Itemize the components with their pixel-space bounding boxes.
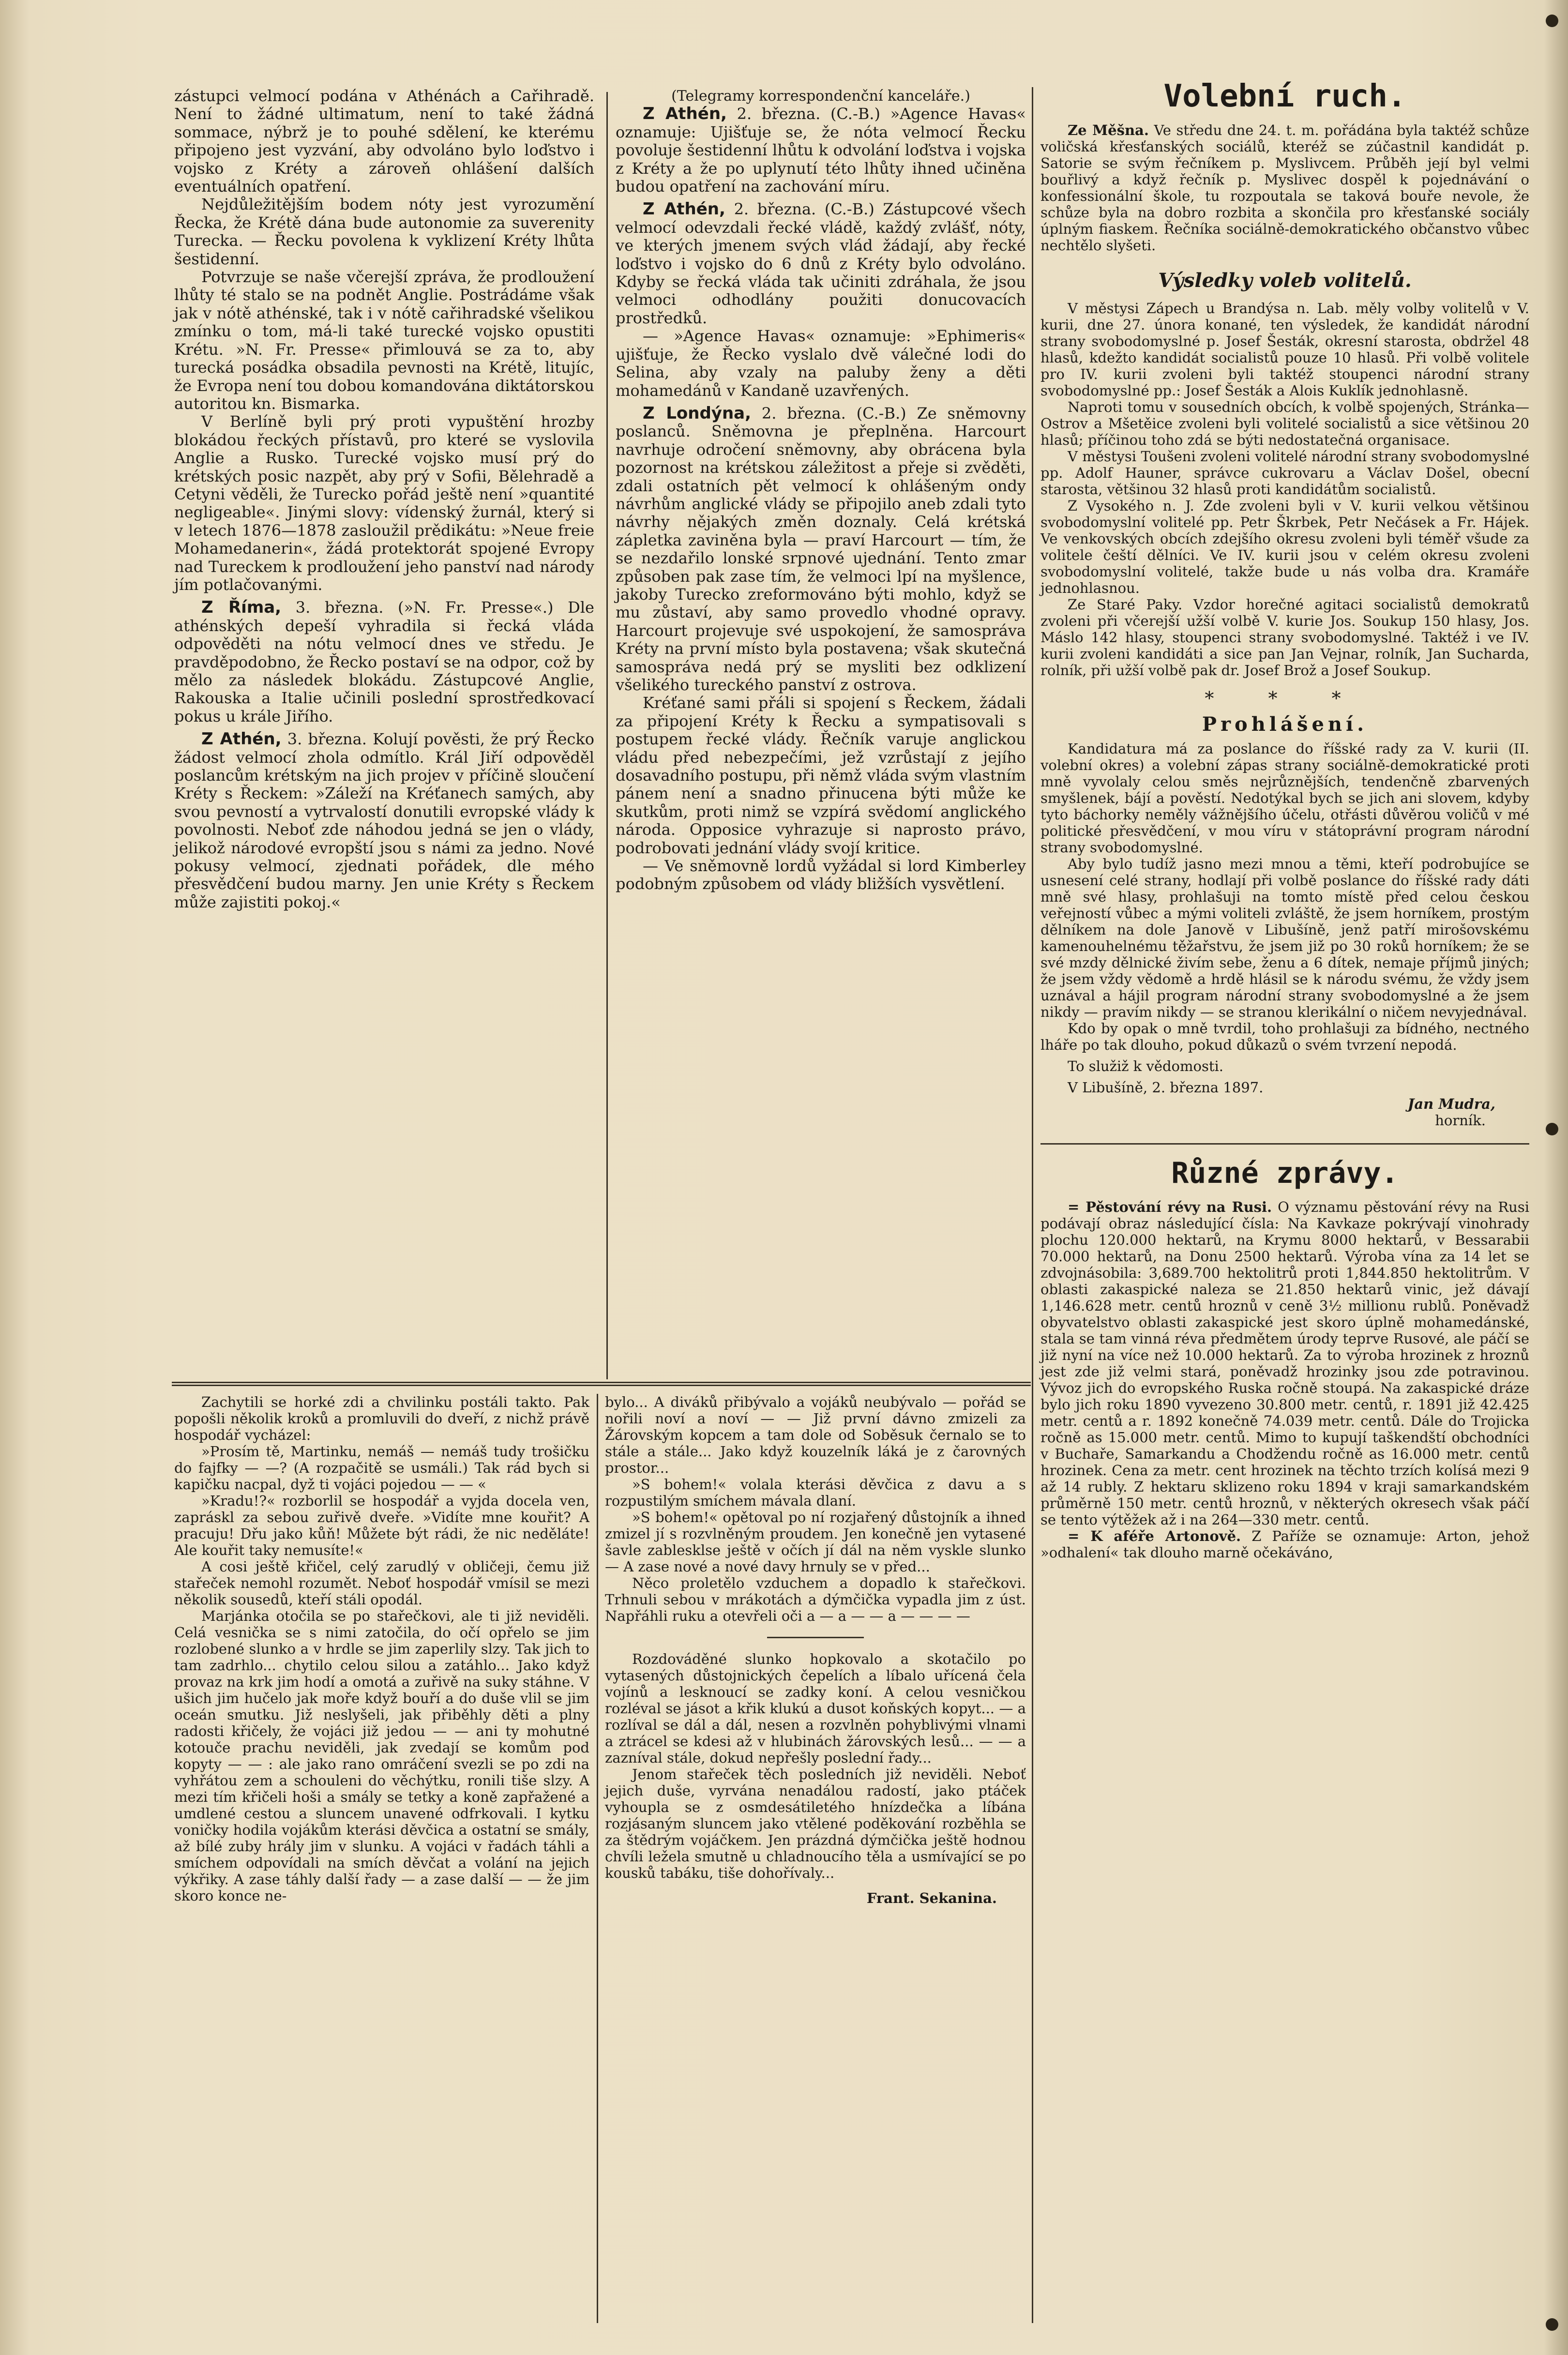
feuilleton-author: Frant. Sekanina. [866,1890,997,1906]
article-paragraph: V Berlíně byli prý proti vypuštění hrozby blokádou řeckých přístavů, pro které se vyslovila Anglie a Rusko. Turecké vojsko musí prý do krétských posic nazpět, aby prý v Sofii, Bělehradě a Cetyni věděli, že Turecko pořád ještě není »quantité negligeable«. Jinými slovy: vídenský žurnál, který si v letech 1876—1878 zasloužil prědikátu: »Neue freie Mohamedanerin«, žádá protektorát spojené Evropy nad Tureckem k prodloužení jeho panství nad národy jím potlačovanými. [174,412,594,594]
feuilleton-paragraph: »S bohem!« volala kterási děvčica z davu a s rozpustilým smíchem mávala dlaní. [605,1476,1026,1509]
dispatch-rome [174,599,594,725]
telegram-note: (Telegramy korrespondenční kanceláře.) [671,88,970,105]
subheading: Výsledky voleb volitelů. [1158,269,1412,292]
proclamation-date: V Libušíně, 2. března 1897. [1068,1079,1264,1096]
feuilleton-rule [172,1382,1031,1386]
article-paragraph: zástupci velmocí podána v Athénách a Cařihradě. Není to žádné ultimatum, není to také žádná sommace, nýbrž je to pouhé sdělení, ke kterému připojeno jest vyzvání, aby odvoláno bylo loďstvo i vojsko z Kréty a zároveň ohlášení dalších eventuálních opatření. [174,87,594,196]
column-2 [616,87,1026,893]
report-place: Ze Měšna. [1068,122,1149,138]
feuilleton-paragraph: Něco proletělo vzduchem a dopadlo k stařečkovi. Trhnuli sebou v mrákotách a dýmčička vypadla jim z úst. Napřáhli ruku a otevřeli oči a — a — — a — — — — [605,1575,1026,1624]
article-paragraph: Kréťané sami přáli si spojení s Řeckem, žádali za připojení Kréty k Řecku a sympatisovali s postupem řecké vlády. Řečník varuje anglickou vládu před nebezpečími, jež vzrůstají z jejího dosavadního postupu, při němž vláda svým vlastním pánem není a snadno přinucena býti může ke skutkům, proti nimž se vzpírá svědomí anglického národa. Opposice vyhrazuje si naprosto právo, podrobovati jednání vlády svojí kritice. [616,694,1026,857]
dispatch-athens [174,730,594,911]
dispatch-text: 2. března. (C.-B.) »Agence Havas« oznamuje: Ujišťuje se, že nóta velmocí Řecku povoluje šestidenní lhůtu k odvolání loďstva i vojska z Kréty a že po uplynutí této lhůty ihned učiněna budou opatření na zachování míru. [616,105,1026,196]
report-paragraph: Ze Staré Paky. Vzdor horečné agitaci socialistů demokratů zvoleni při včerejší užší volbě V. kurie Jos. Soukup 150 hlasy, Jos. Máslo 142 hlasy, stoupenci strany svobodomyslné. Taktéž i ve IV. kurii zvoleni kandidáti a sice pan Jan Vejnar, rolník, Jan Sucharda, rolník, při užší volbě pak dr. Josef Brož a Josef Soukup. [1040,596,1529,679]
dispatch-text: 2. března. (C.-B.) Zástupcové všech velmocí odevzdali řecké vládě, každý zvlášť, nóty, ve kterých jmenem svých vlád žádají, aby řecké loďstvo i vojsko do 6 dnů z Kréty bylo odvoláno. Kdyby se řecká vláda tak učiniti zdráhala, že jsou velmoci odhodlány použiti donucovacích prostředků. [616,200,1026,327]
feuilleton-paragraph: »Kradu!?« rozborlil se hospodář a vyjda docela ven, zapráskl za sebou zuřivě dveře. »Vidíte mne kouřit? A pracuju! Dřu jako kůň! Můžete být rádi, že nic neděláte! Ale kouřit taky nemusíte!« [174,1493,589,1558]
feuilleton-paragraph: Jenom stařeček těch posledních již neviděli. Neboť jejich duše, vyrvána nenadálou radostí, jako ptáček vyhoupla se z osmdesátiletého hnízdečka a líbána rozjásaným sluncem jako vtělené poděkování rozběhla se za štědrým vojáčkem. Jen prázdná dýmčička ještě hodnou chvíli ležela smutně u chladnoucího těla a usmívající se po kousků tabáku, tiše dohořívaly... [605,1766,1026,1881]
feuilleton-column-1 [174,1394,589,1904]
feuilleton-paragraph: A cosi ještě křičel, celý zarudlý v obličeji, čemu již stařeček nemohl rozumět. Neboť hospodář vmísil se mezi několik sousedů, kteří stáli opodál. [174,1558,589,1608]
news-title: = Pěstování révy na Rusi. [1068,1199,1272,1215]
news-item [1040,1528,1529,1561]
feuilleton-paragraph: bylo... A diváků přibývalo a vojáků neubývalo — pořád se nořili noví a noví — — Již první dávno zmizeli za Žárovským kopcem a tam dole od Soběsuk černalo se to stále a stále... Jako když kouzelník láká je z čarovných prostor... [605,1394,1026,1476]
feuilleton-paragraph: »S bohem!« opětoval po ní rozjařený důstojník a ihned zmizel jí s rozvlněným proudem. Jen konečně jen vytasené šavle zablesklse ještě v očích jí dál na něm vyskle slunko — A zase nové a nové davy hrnuly se v před... [605,1509,1026,1575]
report-paragraph: V městysi Zápech u Brandýsa n. Lab. měly volby volitelů v V. kurii, dne 27. února konané, ten výsledek, že kandidát národní strany svobodomyslné p. Josef Šesták, okresní starosta, obdržel 48 hlasů, kdežto kandidát socialistů pouze 10 hlasů. Při volbě volitele pro IV. kurii zvoleni byli taktéž stoupenci národní strany svobodomyslné pp.: Josef Šesták a Alois Kuklík jednohlasně. [1040,300,1529,399]
binding-strip [1539,0,1568,2355]
report-text: Ve středu dne 24. t. m. pořádána byla taktéž schůze voličská křesťanských sociálů, kteréž se zúčastnil kandidát p. Satorie se svým řečníkem p. Myslivcem. Průběh její byl velmi bouřlivý a když řečník p. Myslivec dospěl k pojednávání o konfessionální škole, tu rozpoutala se taková bouře nevole, že schůze byla na dobro rozbita a skončila pro křesťanské sociály úplným fiaskem. Řečníka sociálně-demokratického občanstvo vůbec nechtělo slyšeti. [1040,122,1529,254]
proclamation-paragraph: Kdo by opak o mně tvrdil, toho prohlašuji za bídného, nectného lháře po tak dlouho, pokud důkazů o svém tvrzení nepodá. [1040,1020,1529,1053]
article-paragraph: Nejdůležitějším bodem nóty jest vyrozumění Řecka, že Krétě dána bude autonomie za suverenity Turecka. — Řecku povolena k vyklizení Kréty lhůta šestidenní. [174,195,594,268]
section-rule [1040,1143,1529,1145]
feuilleton-paragraph: »Prosím tě, Martinku, nemáš — nemáš tudy trošičku do fajfky — —? (A rozpačitě se usmáli.) Tak rád bych si kapičku nacpal, dyž ti vojáci pojedou — — « [174,1443,589,1493]
dispatch-text: 2. března. (C.-B.) Ze sněmovny poslanců. Sněmovna je přeplněna. Harcourt navrhuje odročení sněmovny, aby obrácena byla pozornost na krétskou záležitost a přeje si zvěděti, zdali ostatních pět velmocí k ohlášeným ondy návrhům anglické vlády se připojilo aneb zdali tyto návrhy nějakých změn doznaly. Celá krétská zápletka zaviněna byla — praví Harcourt — tím, že se nezdařilo lonské srpnové ujednání. Tento zmar způsoben pak zase tím, že velmoci lpí na myšlence, jakoby Turecko zreformováno býti mohlo, když se mu zůstaví, aby samo provedlo vhodné opravy. Harcourt projevuje své uspokojení, že samospráva Kréty na první místo byla postavena; však skutečná samospráva nedá prý se mysliti bez odklizení všelikého tureckého panství z ostrova. [616,404,1026,694]
binding-hole [1546,2318,1558,2331]
feuilleton-paragraph: Marjánka otočila se po stařečkovi, ale ti již neviděli. Celá vesnička se s nimi zatočila, do očí opřelo se jim rozlobené slunko a v hrdle se jim zaperlily slzy. Tak jich to tam zadrhlo... chytilo celou silou a zatáhlo... Jako když provaz na krk jim hodí a omotá a zuřivě na suky stáhne. V ušich jim hučelo jak moře když bouří a do duše vlil se jim oceán smutku. Již neslyšeli, jak přiběhly děti a plny radosti křičely, že vojáci již jedou — — ani ty mohutné kotouče prachu neviděli, jak zvedají se komům pod kopyty — — : ale jako rano omráčení svezli se po zdi na vyhřátou zem a schouleni do věchýtku, ronili tiše slzy. A mezi tím křičeli hoši a smály se tetky a koně zapřažené a umdlené cestou a sluncem unavené odfrkovali. I kytku voničky hodila vojákům kterási děvčica a ostatní se smály, až bílé zuby hrály jim v slunku. A vojáci v řadách táhli a smíchem odpovídali na smích děvčat a volání na jejich výkřiky. A zase táhly další řady — a zase další — — že jim skoro konce ne- [174,1608,589,1904]
dispatch-place: Z Athén, [643,199,725,219]
section-rule [767,1637,864,1638]
news-text: O významu pěstování révy na Rusi podávají obraz následující čísla: Na Kavkaze pokrývají vinohrady plochu 120.000 hektarů, na Krymu 8000 hektarů, v Bessarabii 70.000 hektarů, na Donu 2500 hektarů. Výroba vína za 14 let se zdvojnásobila: 3,689.700 hektolitrů proti 1,844.850 hektolitrům. V oblasti zakaspické naleza se 21.850 hektarů vinic, jež dávají 1,146.628 metr. centů hroznů v ceně 3½ millionu rublů. Poněvadž obyvatelstvo oblasti zakaspické jest skoro úplně mohamedánské, stala se tam vinná réva předmětem úrody teprve Rusové, ale páčí se již nyní na více než 10.000 hektarů. Za to výroba hrozinek z hroznů jest zde již velmi stará, poněvadž hrozinky jsou zde potravinou. Vývoz jich do evropského Ruska ročně stoupá. Na zakaspické dráze bylo jich roku 1890 vyvezeno 30.800 metr. centů, r. 1891 již 42.425 metr. centů a r. 1892 konečně 74.039 metr. centů. Dále do Trojicka ročně as 15.000 metr. centů. Mimo to kupují taškendští obchodníci v Buchaře, Samarkandu a Chodžendu ročně as 16.000 metr. centů hrozinek. Cena za metr. cent hrozinek na těchto trzích kolísá mezi 9 až 14 rubly. Z hektaru sklizeno roku 1894 v kraji samarkandském průměrně 150 metr. centů hroznů, v některých okresech však páčí se tento výtěžek až i na 264—330 metr. centů. [1040,1199,1529,1528]
report-paragraph: Z Vysokého n. J. Zde zvoleni byli v V. kurii velkou většinou svobodomyslní volitelé pp. Petr Škrbek, Petr Nečásek a Fr. Hájek. Ve venkovských obcích zdejšího okresu zvoleni byli téměř všude za volitele čeští dělníci. Ve IV. kurii jsou v celém okresu zvoleni svobodomyslní volitelé, takže bude u nás volba dra. Kramáře jednohlasnou. [1040,498,1529,596]
column-1 [174,87,594,911]
feuilleton-paragraph: Rozdováděné slunko hopkovalo a skotačilo po vytasených důstojnických čepelích a líbalo uřícená čela vojínů a lesknoucí se zadky koní. A celou vesničkou rozléval se jásot a křik klukú a dusot koňských kopyt... — a rozlíval se dál a dál, nesen a rozvlněn pohyblivými vlnami a ztrácel se kdesi až v hlubinách žárovských lesů... — — a zazníval stále, dokud nepřešly poslední řady... [605,1651,1026,1766]
dispatch-text: 3. března. Kolují pověsti, že prý Řecko žádost velmocí zhola odmítlo. Král Jiří odpověděl poslancům krétským na jich projev v příčině sloučení Kréty s Řeckem: »Záleží na Kréťanech samých, aby svou pevností a vytrvalostí donutili evropské vlády k povolnosti. Neboť zde náhodou jedná se jen o vlády, jelikož národové evropští jsou s námi za jedno. Nové pokusy velmocí, zjednati pořádek, dle mého přesvědčení budou marny. Jen unie Kréty s Řeckem může zajistiti pokoj.« [174,730,595,911]
dispatch-text: 3. března. (»N. Fr. Presse«.) Dle athénských depeší vyhradila si řecká vláda odpověděti na nótu velmocí dnes ve středu. Je pravděpodobno, že Řecko postaví se na odpor, což by mělo za následek blokádu. Zástupcové Anglie, Rakouska a Italie učinili poslední sprostředkovací pokus u krále Jiřího. [174,598,594,725]
section-heading: Různé zprávy. [1171,1156,1399,1190]
dispatch-place: Z Říma, [201,598,282,618]
dispatch-athens-1 [616,105,1026,196]
section-stars: * * * [1205,688,1365,709]
binding-hole [1546,1123,1558,1135]
dispatch-place: Z Athén, [643,104,727,124]
dispatch-place: Z Londýna, [643,403,752,423]
proclamation-title: Prohlášení. [1202,713,1368,736]
signature-role: horník. [1435,1112,1486,1129]
feuilleton-paragraph: Zachytili se horké zdi a chvilinku postáli takto. Pak popošli několik kroků a promluvili do dveří, z nichž právě hospodář vycházel: [174,1394,589,1443]
feuilleton-column-2 [605,1394,1026,1906]
report-paragraph: V městysi Toušeni zvoleni volitelé národní strany svobodomyslné pp. Adolf Hauner, správce cukrovaru a Václav Došel, obecní starosta, většinou 32 hlasů proti kandidátům socialistů. [1040,448,1529,498]
article-paragraph: — »Agence Havas« oznamuje: »Ephimeris« ujišťuje, že Řecko vyslalo dvě válečné lodi do Selina, aby vzaly na paluby ženy a děti mohamedánů v Kandaně uzavřených. [616,327,1026,400]
section-heading: Volební ruch. [1163,78,1406,114]
article-paragraph: Potvrzuje se naše včerejší zpráva, že prodloužení lhůty té stalo se na podnět Anglie. Postrádáme však jak v nótě athénské, tak i v nótě cařihradské všelikou zmínku o tom, má-li také turecké vojsko opustiti Krétu. »N. Fr. Presse« přimlouvá se za to, aby turecká posádka obsadila pevnosti na Krétě, litujíc, že Evropa není tou dobou komandována diktátorskou autoritou kn. Bismarka. [174,268,594,413]
article-paragraph: — Ve sněmovně lordů vyžádal si lord Kimberley podobným způsobem od vlády bližších vysvětlení. [616,857,1026,893]
column-rule [606,92,608,1379]
dispatch-athens-2 [616,200,1026,327]
dispatch-place: Z Athén, [201,729,282,749]
signature-name: Jan Mudra, [1407,1096,1495,1112]
proclamation-paragraph: To služiž k vědomosti. [1068,1058,1224,1074]
news-title: = K aféře Artonově. [1068,1528,1241,1544]
proclamation-paragraph: Aby bylo tudíž jasno mezi mnou a těmi, kteří podrobujíce se usnesení celé strany, hodlají při volbě poslance do říšské rady dáti mně své hlasy, prohlašuji na tomto místě před celou českou veřejností vůbec a mými voliteli zvláště, že jsem horníkem, prostým dělníkem na dole Janově v Libušíně, jenž patří mirošovskému kamenouhelnému těžařstvu, že jsem již po 30 roků horníkem; že se své mzdy dělnické živím sebe, ženu a 6 dítek, nemaje příjmů jiných; že jsem vždy vědomě a hrdě hlásil se k národu svému, že vždy jsem uznával a hájil program národní strany svobodomyslné a že jsem nikdy — pravím nikdy — se stranou klerikální o ničem nevyjednával. [1040,856,1529,1020]
column-rule [1032,87,1033,2323]
column-3 [1040,77,1529,1561]
proclamation-paragraph: Kandidatura má za poslance do říšské rady za V. kurii (II. volební okres) a volební zápas strany sociálně-demokratické proti mně vyvolaly celou směs nejrůznějších, tendenčně zbarvených smyšlenek, bájí a pověstí. Nedotýkal bych se jich ani slovem, kdyby tyto báchorky neměly vážnějšího účelu, otřásti důvěrou voličů v mé politické přesvědčení, v mou víru v státoprávní program národní strany svobodomyslné. [1040,740,1529,856]
dispatch-london [616,405,1026,694]
news-item [1040,1199,1529,1528]
report-paragraph: Naproti tomu v sousedních obcích, k volbě spojených, Stránka—Ostrov a Mšetěice zvoleni byli volitelé socialistů a sice většinou 20 hlasů; příčinou toho zdá se býti nedostatečná organisace. [1040,399,1529,448]
column-rule [597,1394,598,2323]
report-mesno [1040,122,1529,254]
news-text: Z Paříže se oznamuje: Arton, jehož »odhalení« tak dlouho marně očekáváno, [1040,1528,1529,1561]
binding-hole [1546,15,1558,27]
